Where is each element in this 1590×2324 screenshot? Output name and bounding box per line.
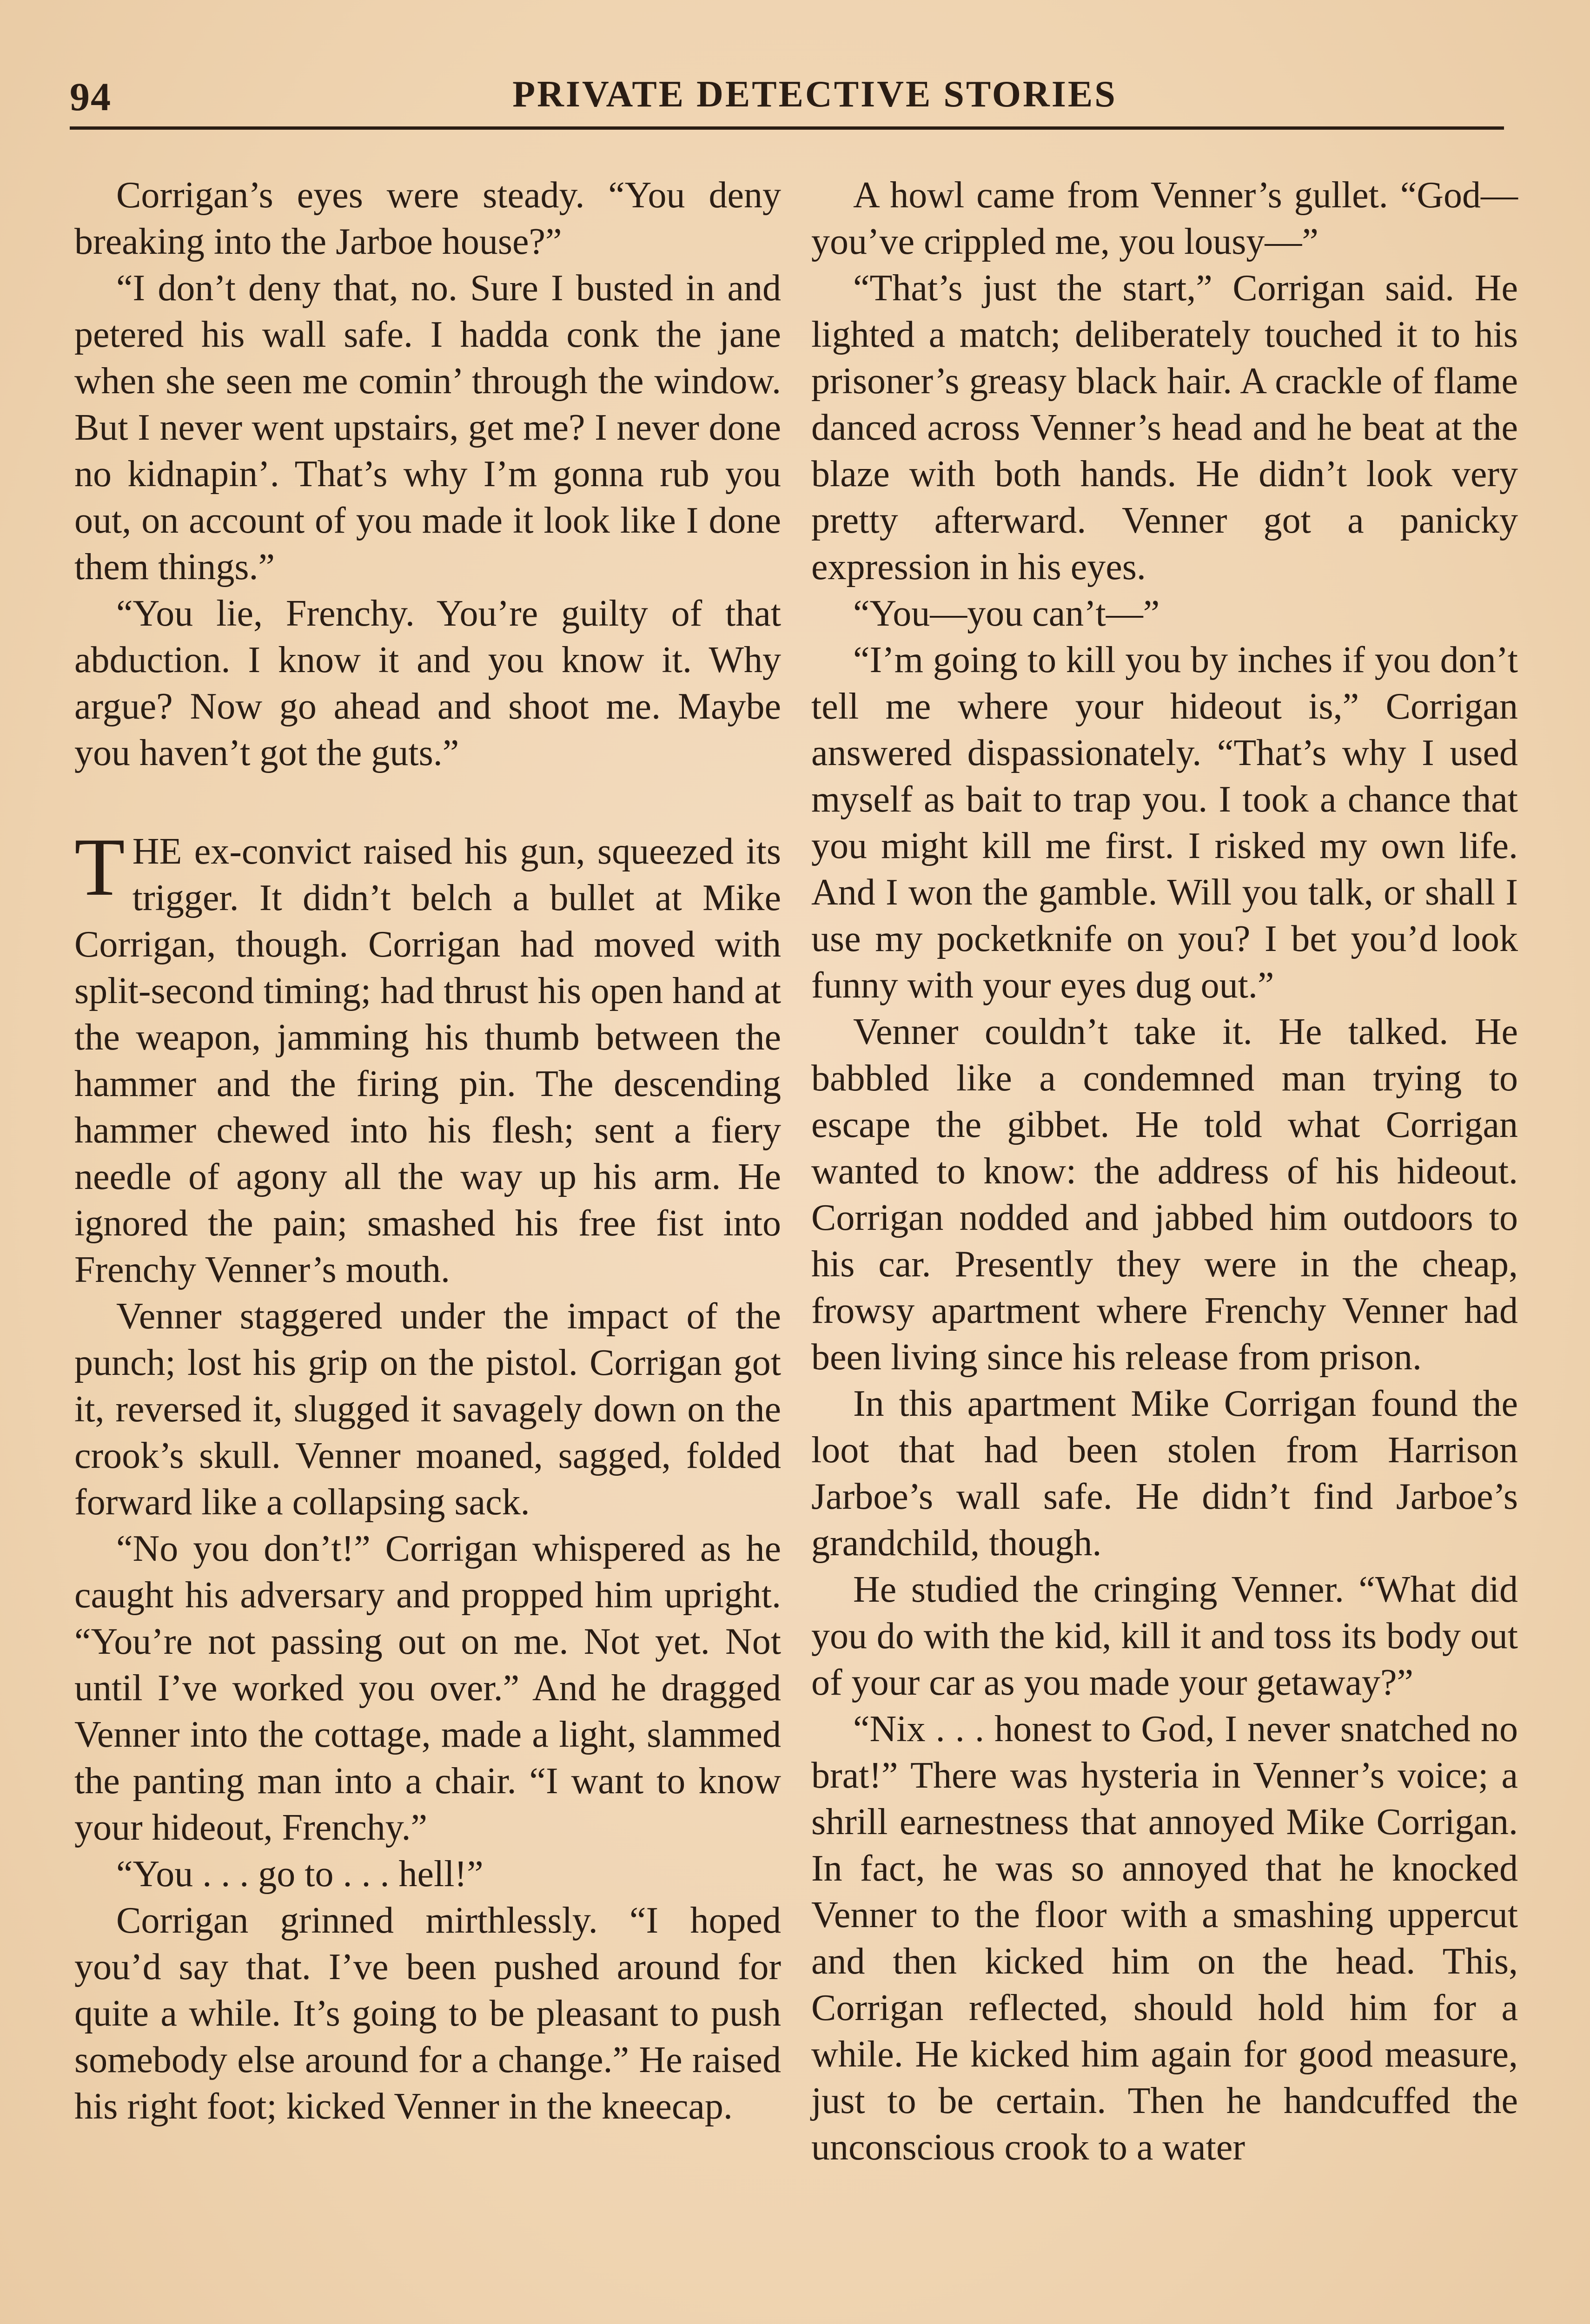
paragraph: In this apartment Mike Corrigan found the loot that had been stolen from Harrison Jarboe’s wall safe. He didn’t find Jarboe’s grandchild, though. — [811, 1383, 1518, 1564]
paragraph-text: HE ex-convict raised his gun, squeezed its trigger. It didn’t belch a bullet at Mike Corrigan, though. Corrigan had moved with split-second timing; had thrust his open hand at the weapon, jamming his thumb between the hammer and the firing pin. The descending hammer chewed into his flesh; sent a fiery needle of agony all the way up his arm. He ignored the pain; smashed his free fist into Frenchy Venner’s mouth. — [74, 831, 781, 1290]
paragraph: Venner staggered under the impact of the punch; lost his grip on the pistol. Corrigan got it, reversed it, slugged it savagely down on the crook’s skull. Venner moaned, sagged, folded forward like a collapsing sack. — [74, 1296, 781, 1523]
paragraph: “I’m going to kill you by inches if you don’t tell me where your hideout is,” Corrigan answered dispassionately. “That’s why I used myself as bait to trap you. I took a chance that you might kill me first. I risked my own life. And I won the gamble. Will you talk, or shall I use my pocketknife on you? I bet you’d look funny with your eyes dug out.” — [811, 640, 1518, 1006]
paragraph: Corrigan grinned mirthlessly. “I hoped you’d say that. I’ve been pushed around for quite a while. It’s going to be pleasant to push somebody else around for a change.” He raised his right foot; kicked Venner in the kneecap. — [74, 1900, 781, 2127]
drop-cap: T — [74, 821, 125, 913]
left-column — [74, 172, 781, 2130]
page-header — [70, 69, 1504, 129]
paragraph: Corrigan’s eyes were steady. “You deny breaking into the Jarboe house?” — [74, 175, 781, 262]
paragraph: “No you don’t!” Corrigan whispered as he caught his adversary and propped him upright. “You’re not passing out on me. Not yet. Not until I’ve worked you over.” And he dragged Venner into the cottage, made a light, slammed the panting man into a chair. “I want to know your hideout, Frenchy.” — [74, 1528, 781, 1848]
paragraph: “Nix . . . honest to God, I never snatched no brat!” There was hysteria in Venner’s voice; a shrill earnestness that annoyed Mike Corrigan. In fact, he was so annoyed that he knocked Venner to the floor with a smashing uppercut and then kicked him on the head. This, Corrigan reflected, should hold him for a while. He kicked him again for good measure, just to be certain. Then he handcuffed the unconscious crook to a water — [811, 1709, 1518, 2168]
header-rule — [70, 126, 1504, 130]
section-opening-paragraph — [74, 821, 781, 1293]
paragraph: “You—you can’t—” — [853, 593, 1160, 634]
paragraph: “You . . . go to . . . hell!” — [116, 1854, 484, 1895]
paragraph: “I don’t deny that, no. Sure I busted in and petered his wall safe. I hadda conk the jane when she seen me comin’ through the window. But I never went upstairs, get me? I never done no kidnapin’. That’s why I’m gonna rub you out, on account of you made it look like I done them things.” — [74, 268, 781, 588]
running-title: PRIVATE DETECTIVE STORIES — [512, 74, 1117, 115]
paragraph: “You lie, Frenchy. You’re guilty of that abduction. I know it and you know it. Why argue? Now go ahead and shoot me. Maybe you haven’t got the guts.” — [74, 593, 781, 773]
paragraph: “That’s just the start,” Corrigan said. He lighted a match; deliberately touched it to his prisoner’s greasy black hair. A crackle of flame danced across Venner’s head and he beat at the blaze with both hands. He didn’t look very pretty afterward. Venner got a panicky expression in his eyes. — [811, 268, 1518, 588]
paragraph: A howl came from Venner’s gullet. “God—you’ve crippled me, you lousy—” — [811, 175, 1518, 262]
page-number: 94 — [70, 74, 112, 119]
paragraph: Venner couldn’t take it. He talked. He babbled like a condemned man trying to escape the gibbet. He told what Corrigan wanted to know: the address of his hideout. Corrigan nodded and jabbed him outdoors to his car. Presently they were in the cheap, frowsy apartment where Frenchy Venner had been living since his release from prison. — [811, 1011, 1518, 1378]
right-column — [811, 172, 1518, 2171]
paragraph: He studied the cringing Venner. “What did you do with the kid, kill it and toss its body out of your car as you made your getaway?” — [811, 1569, 1518, 1703]
